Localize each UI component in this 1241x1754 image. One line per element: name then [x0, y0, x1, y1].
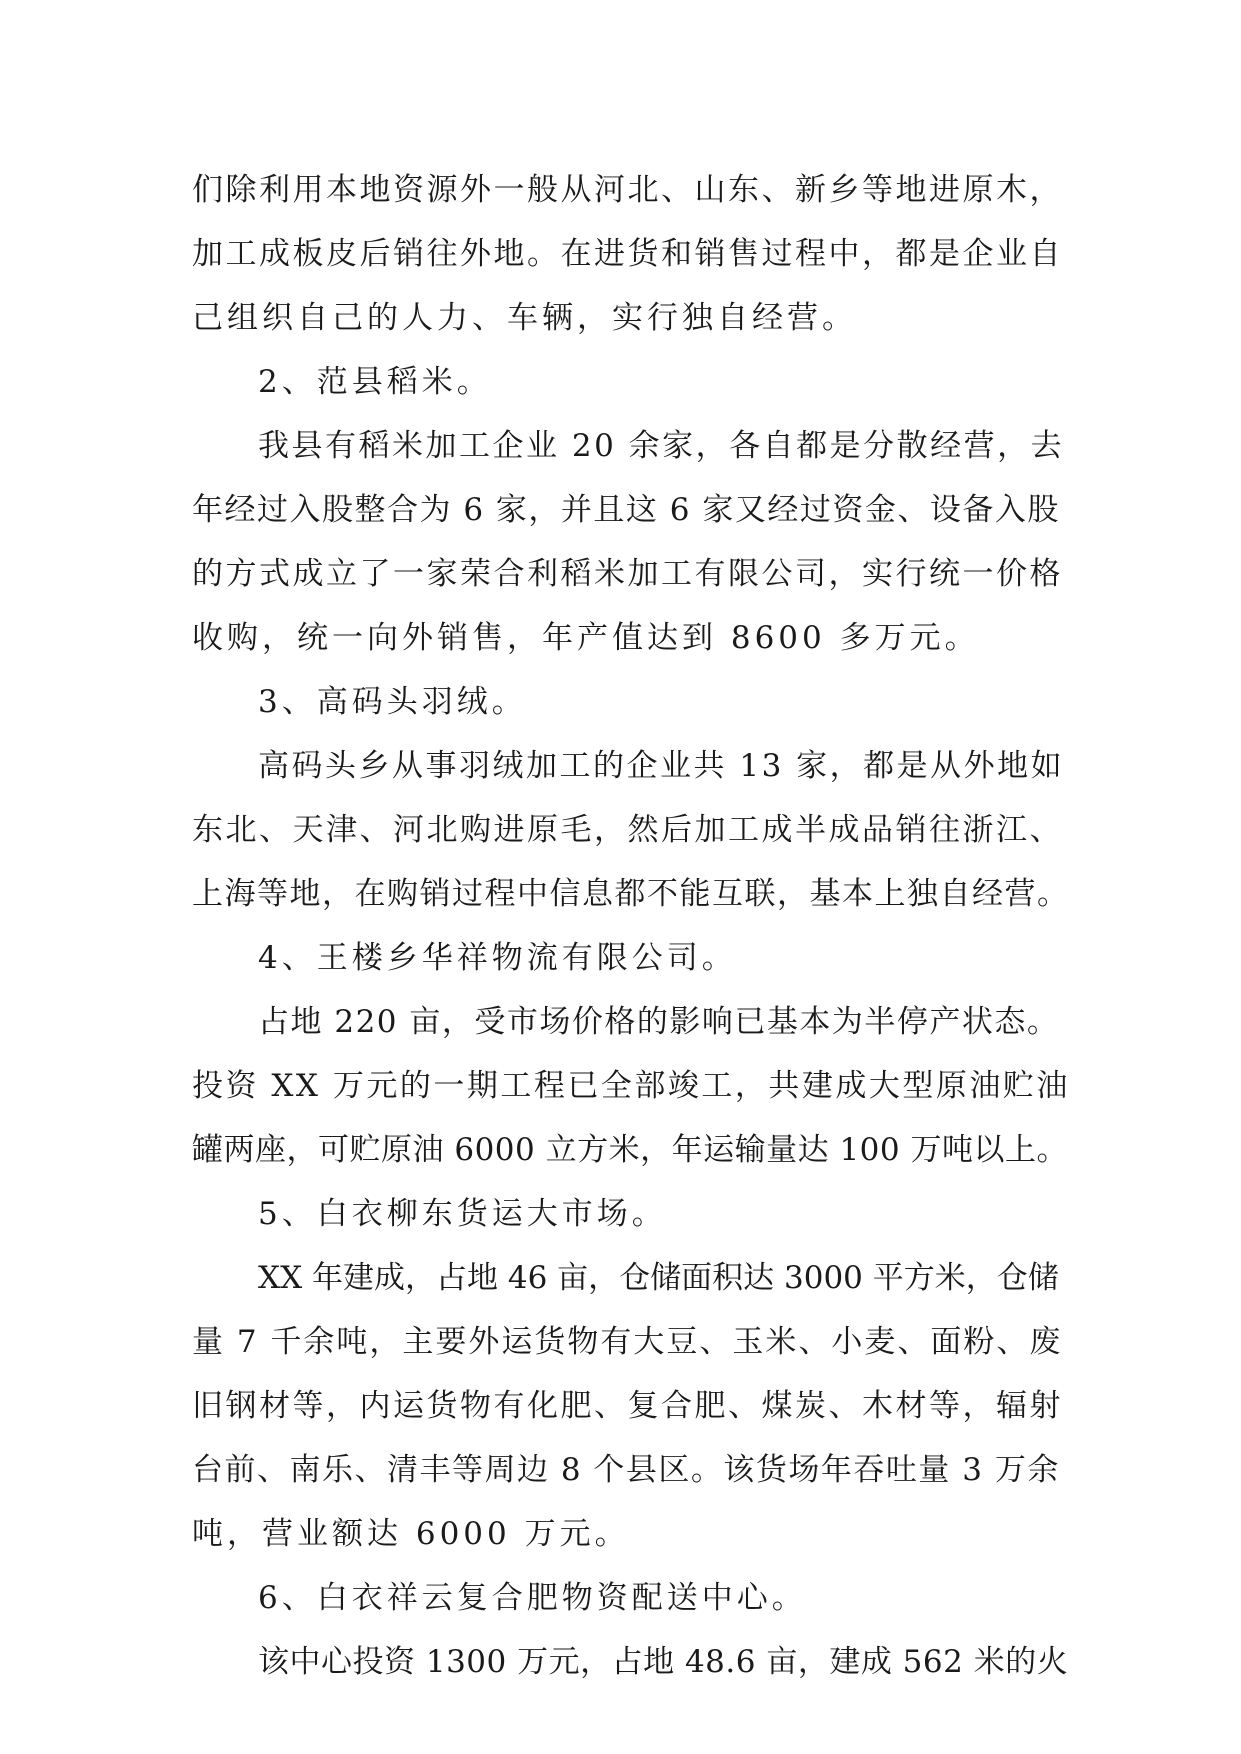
text-line: 投资 XX 万元的一期工程已全部竣工，共建成大型原油贮油 [192, 1068, 1070, 1104]
section-heading: 5、白衣柳东货运大市场。 [258, 1196, 667, 1232]
text-line: 该中心投资 1300 万元，占地 48.6 亩，建成 562 米的火 [258, 1644, 1069, 1680]
text-line: 东北、天津、河北购进原毛，然后加工成半成品销往浙江、 [192, 812, 1063, 848]
section-heading: 6、白衣祥云复合肥物资配送中心。 [258, 1580, 807, 1616]
text-line: 我县有稻米加工企业 20 余家，各自都是分散经营，去 [258, 428, 1065, 464]
section-heading: 2、范县稻米。 [258, 364, 492, 400]
text-line: 台前、南乐、清丰等周边 8 个县区。该货场年吞吐量 3 万余 [192, 1452, 1060, 1488]
section-heading: 4、王楼乡华祥物流有限公司。 [258, 940, 737, 976]
section-heading: 3、高码头羽绒。 [258, 684, 527, 720]
text-line: 上海等地，在购销过程中信息都不能互联，基本上独自经营。 [192, 876, 1070, 912]
text-line: 高码头乡从事羽绒加工的企业共 13 家，都是从外地如 [258, 748, 1065, 784]
text-line: 的方式成立了一家荣合利稻米加工有限公司，实行统一价格 [192, 556, 1063, 592]
text-line: 年经过入股整合为 6 家，并且这 6 家又经过资金、设备入股 [192, 492, 1060, 528]
text-line: XX 年建成，占地 46 亩，仓储面积达 3000 平方米，仓储 [258, 1260, 1059, 1296]
text-line: 罐两座，可贮原油 6000 立方米，年运输量达 100 万吨以上。 [192, 1132, 1068, 1168]
text-line: 己组织自己的人力、车辆，实行独自经营。 [192, 300, 857, 336]
text-line: 旧钢材等，内运货物有化肥、复合肥、煤炭、木材等，辐射 [192, 1388, 1063, 1424]
text-line: 量 7 千余吨，主要外运货物有大豆、玉米、小麦、面粉、废 [192, 1324, 1063, 1360]
text-line: 加工成板皮后销往外地。在进货和销售过程中，都是企业自 [192, 236, 1063, 272]
text-line: 占地 220 亩，受市场价格的影响已基本为半停产状态。 [258, 1004, 1060, 1040]
document-page [192, 158, 1072, 1694]
text-line: 们除利用本地资源外一般从河北、山东、新乡等地进原木， [192, 172, 1063, 208]
text-line: 吨，营业额达 6000 万元。 [192, 1516, 630, 1552]
text-line: 收购，统一向外销售，年产值达到 8600 多万元。 [192, 620, 980, 656]
